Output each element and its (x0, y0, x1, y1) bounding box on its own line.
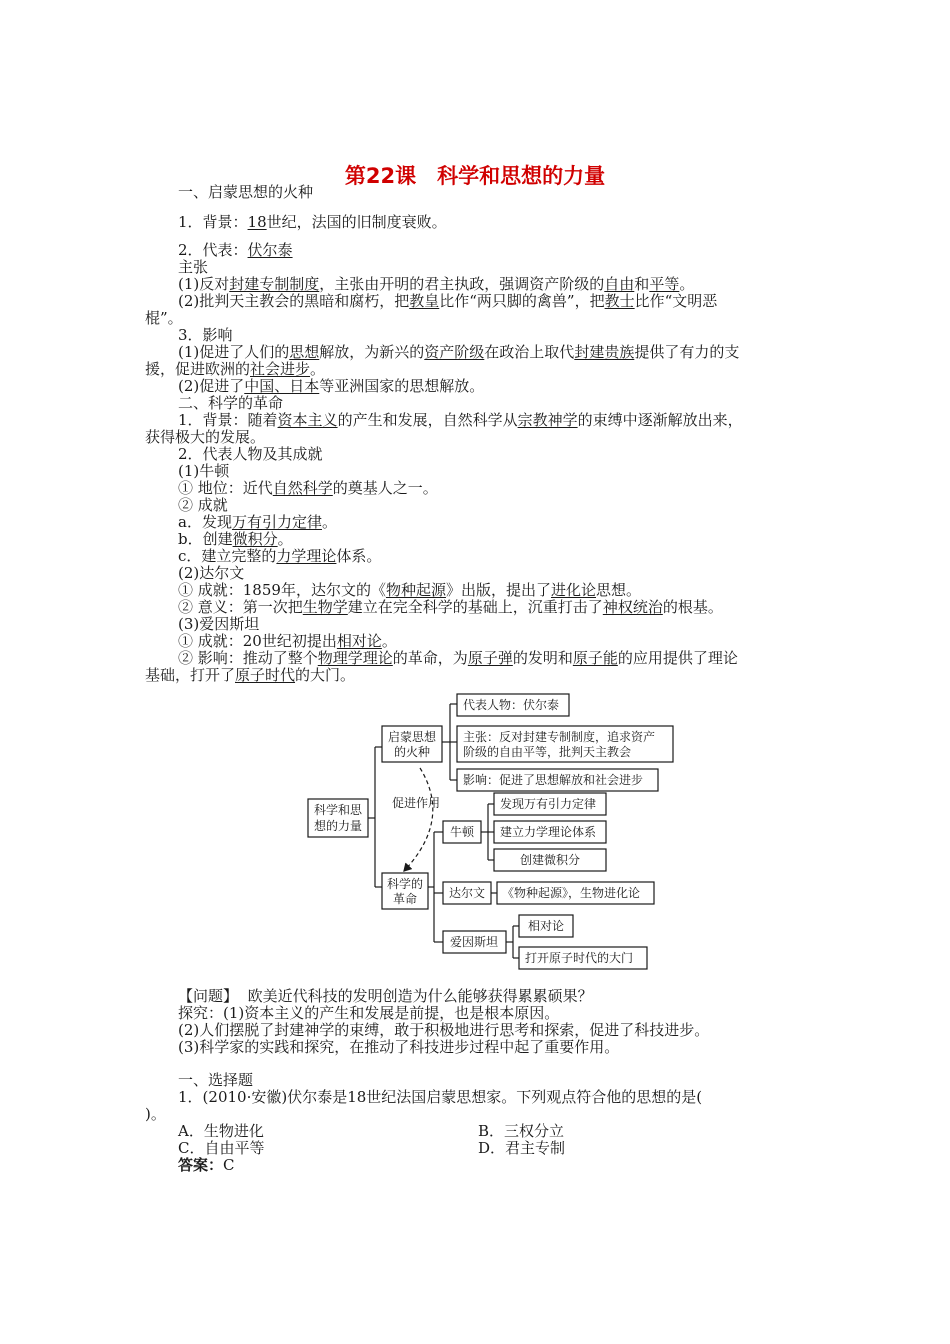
diagram-node-representative-text: 代表人物：伏尔泰 (463, 698, 560, 712)
text-line: 2．代表人物及其成就 (178, 445, 323, 463)
section-heading: 一、选择题 (178, 1071, 254, 1089)
text-line: 基础，打开了原子时代的大门。 (145, 666, 356, 684)
page-title: 第22课 科学和思想的力量 (344, 164, 606, 188)
question-label: 【问题】 (178, 987, 239, 1005)
question-text: 欧美近代科技的发明创造为什么能够获得累累硕果？ (247, 987, 593, 1005)
text-line: ② 影响：推动了整个物理学理论的革命，为原子弹的发明和原子能的应用提供了理论 (178, 649, 738, 667)
answer-line (178, 1157, 843, 1174)
diagram-node-newton-3-text: 创建微积分 (519, 853, 581, 867)
text-line: 3．影响 (178, 326, 233, 344)
text-line: 援，促进欧洲的社会进步。 (145, 360, 326, 378)
diagram-node-enlightenment-text: 的火种 (393, 745, 431, 759)
text-line: ① 成就：1859年，达尔文的《物种起源》出版，提出了进化论思想。 (178, 581, 642, 599)
exercise-question: 1．(2010·安徽)伏尔泰是18世纪法国启蒙思想家。下列观点符合他的思想的是( (178, 1088, 703, 1106)
text-line: 获得极大的发展。 (145, 428, 266, 446)
diagram-node-root-text: 科学和思 (313, 803, 363, 817)
option-a: A．生物进化 (178, 1122, 264, 1140)
section-heading: 一、启蒙思想的火种 (178, 183, 314, 201)
diagram-node-science-text: 革命 (392, 892, 418, 906)
text-line: (3)爱因斯坦 (178, 615, 260, 633)
option-b: B．三权分立 (478, 1122, 565, 1140)
text-line: 2．代表：伏尔泰 (178, 241, 293, 259)
text-line: c．建立完整的力学理论体系。 (178, 547, 382, 565)
diagram-node-claim-text: 阶级的自由平等，批判天主教会 (463, 745, 632, 759)
diagram-node-einstein-text: 爱因斯坦 (449, 935, 499, 949)
text-line: (1)牛顿 (178, 462, 230, 480)
diagram-arrow-label: 促进作用 (392, 796, 441, 810)
diagram-node-einstein-2-text: 打开原子时代的大门 (525, 951, 634, 965)
knowledge-diagram (300, 688, 690, 976)
text-line: b．创建微积分。 (178, 530, 293, 548)
text-line: 探究：(1)资本主义的产生和发展是前提，也是根本原因。 (178, 1004, 560, 1022)
diagram-node-darwin-1-text: 《物种起源》，生物进化论 (502, 886, 641, 900)
text-line: a．发现万有引力定律。 (178, 513, 337, 531)
text-line: ① 地位：近代自然科学的奠基人之一。 (178, 479, 438, 497)
text-line: 1．背景：随着资本主义的产生和发展，自然科学从宗教神学的束缚中逐渐解放出来， (178, 411, 743, 429)
option-d: D．君主专制 (478, 1139, 566, 1157)
diagram-node-newton-text: 牛顿 (449, 825, 475, 839)
diagram-node-newton-1-text: 发现万有引力定律 (500, 797, 597, 811)
text-line: (2)批判天主教会的黑暗和腐朽，把教皇比作“两只脚的禽兽”，把教士比作“文明恶 (178, 292, 718, 310)
diagram-node-newton-2-text: 建立力学理论体系 (500, 825, 597, 839)
diagram-node-impact-text: 影响：促进了思想解放和社会进步 (463, 773, 644, 787)
diagram-node-darwin-text: 达尔文 (448, 886, 486, 900)
text-line: 主张 (178, 258, 209, 276)
diagram-node-claim-text: 主张：反对封建专制制度，追求资产 (463, 730, 656, 744)
text-line: ② 意义：第一次把生物学建立在完全科学的基础上，沉重打击了神权统治的根基。 (178, 598, 723, 616)
diagram-node-enlightenment-text: 启蒙思想 (387, 730, 437, 744)
section-heading: 二、科学的革命 (178, 394, 284, 412)
exercise-question: )。 (145, 1105, 166, 1123)
text-line: ① 成就：20世纪初提出相对论。 (178, 632, 397, 650)
text-line: 1．背景：18世纪，法国的旧制度衰败。 (178, 213, 447, 231)
text-line: (3)科学家的实践和探究，在推动了科技进步过程中起了重要作用。 (178, 1038, 620, 1056)
text-line: (1)促进了人们的思想解放，为新兴的资产阶级在政治上取代封建贵族提供了有力的支 (178, 343, 740, 361)
question-line (178, 988, 843, 1005)
answer-label: 答案： (178, 1156, 224, 1174)
option-c: C．自由平等 (178, 1139, 265, 1157)
diagram-node-einstein-1-text: 相对论 (527, 919, 565, 933)
answer-value: C (223, 1156, 235, 1174)
diagram-node-science-text: 科学的 (386, 877, 424, 891)
text-line: ② 成就 (178, 496, 228, 514)
text-line: (2)促进了中国、日本等亚洲国家的思想解放。 (178, 377, 485, 395)
text-line: (2)人们摆脱了封建神学的束缚，敢于积极地进行思考和探索，促进了科技进步。 (178, 1021, 710, 1039)
diagram-node-root-text: 想的力量 (313, 819, 363, 833)
text-line: (2)达尔文 (178, 564, 245, 582)
text-line: 棍”。 (145, 309, 183, 327)
text-line: (1)反对封建专制制度，主张由开明的君主执政，强调资产阶级的自由和平等。 (178, 275, 695, 293)
